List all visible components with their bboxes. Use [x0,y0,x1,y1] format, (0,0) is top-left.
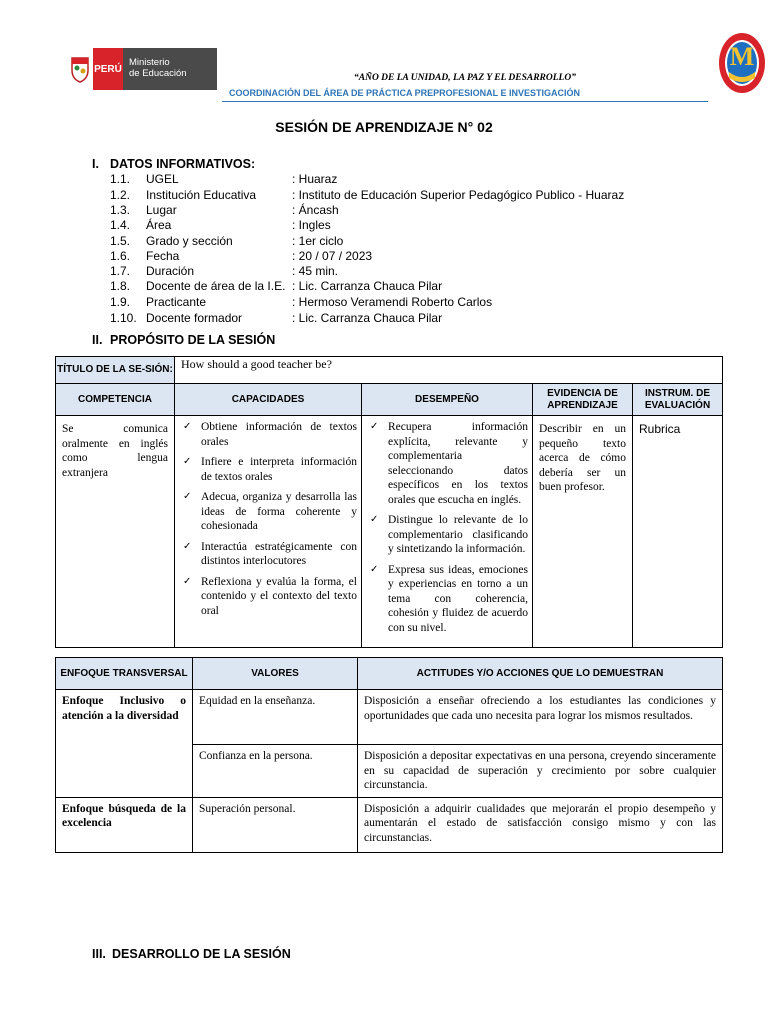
header-desempeno: DESEMPEÑO [362,384,533,416]
section-heading-3: III. DESARROLLO DE LA SESIÓN [92,947,291,961]
desempeno-item: ✓ Distingue lo relevante de lo complementario clasificando y sintetizando la información. [370,513,528,557]
header-competencia: COMPETENCIA [56,384,175,416]
header-valores: VALORES [193,658,358,690]
section-heading-2: II. PROPÓSITO DE LA SESIÓN [92,333,276,347]
enfoque-cell: Enfoque búsqueda de la excelencia [56,797,193,852]
capacidad-item: ✓ Infiere e interpreta información de textos orales [183,455,357,484]
capacidad-item: ✓ Obtiene información de textos orales [183,420,357,449]
desempeno-cell [362,416,533,648]
transversal-row [56,690,723,745]
transversal-table [55,657,723,853]
coordination-title: COORDINACIÓN DEL ÁREA DE PRÁCTICA PREPROFESIONAL E INVESTIGACIÓN [229,88,581,98]
transversal-row [56,797,723,852]
purpose-content-row [56,416,723,648]
minedu-logo [67,48,217,90]
session-title-row [56,357,723,384]
page-title: SESIÓN DE APRENDIZAJE N° 02 [275,119,493,135]
evidencia-cell: Describir en un pequeño texto acerca de cómo debería ser un buen profesor. [533,416,633,648]
actitud-cell: Disposición a adquirir cualidades que mejorarán el propio desempeño y aumentarán el estado de satisfacción consigo mismo y con las circunstancias. [358,797,723,852]
seal-letter: M [729,42,755,71]
valor-cell: Equidad en la enseñanza. [193,690,358,745]
transversal-header-row [56,658,723,690]
session-title-value: How should a good teacher be? [175,357,723,384]
header-actitudes: ACTITUDES Y/O ACCIONES QUE LO DEMUESTRAN [358,658,723,690]
capacidad-item: ✓ Adecua, organiza y desarrolla las ideas de forma coherente y cohesionada [183,490,357,534]
desempeno-item: ✓ Expresa sus ideas, emociones y experiencias en torno a un tema con coherencia, cohesión y fluidez de acuerdo con su nivel. [370,563,528,636]
competencia-cell: Se comunica oralmente en inglés como lengua extranjera [56,416,175,648]
header-capacidades: CAPACIDADES [175,384,362,416]
instrumento-cell: Rubrica [633,416,723,648]
header-divider [222,101,708,102]
actitud-cell: Disposición a depositar expectativas en una persona, creyendo sinceramente en su capacidad de superación y crecimiento por sobre cualquier circunstancia. [358,745,723,798]
desempeno-item: ✓ Recupera información explícita, relevante y complementaria seleccionando datos específicos en los textos orales que escucha en inglés. [370,420,528,507]
purpose-header-row [56,384,723,416]
purpose-table [55,356,723,648]
valor-cell: Confianza en la persona. [193,745,358,798]
capacidades-cell [175,416,362,648]
valor-cell: Superación personal. [193,797,358,852]
capacidad-item: ✓ Interactúa estratégicamente con distintos interlocutores [183,540,357,569]
header-evidencia: EVIDENCIA DE APRENDIZAJE [533,384,633,416]
header-instrumento: INSTRUM. DE EVALUACIÓN [633,384,723,416]
capacidad-item: ✓ Reflexiona y evalúa la forma, el contenido y el contexto del texto oral [183,575,357,619]
header-enfoque: ENFOQUE TRANSVERSAL [56,658,193,690]
logo-country: PERÚ [93,48,123,90]
peru-shield-icon [67,48,93,90]
year-motto: “AÑO DE LA UNIDAD, LA PAZ Y EL DESARROLLO” [354,73,576,83]
actitud-cell: Disposición a enseñar ofreciendo a los estudiantes las condiciones y oportunidades que cada uno necesita para lograr los mismos resultados. [358,690,723,745]
section-heading-1: I. DATOS INFORMATIVOS: [92,157,256,171]
enfoque-cell: Enfoque Inclusivo o atención a la diversidad [56,690,193,798]
session-title-label: TÍTULO DE LA SE-SIÓN: [56,357,175,384]
logo-ministry: Ministerio de Educación [123,48,217,90]
institution-seal-icon [718,32,766,94]
